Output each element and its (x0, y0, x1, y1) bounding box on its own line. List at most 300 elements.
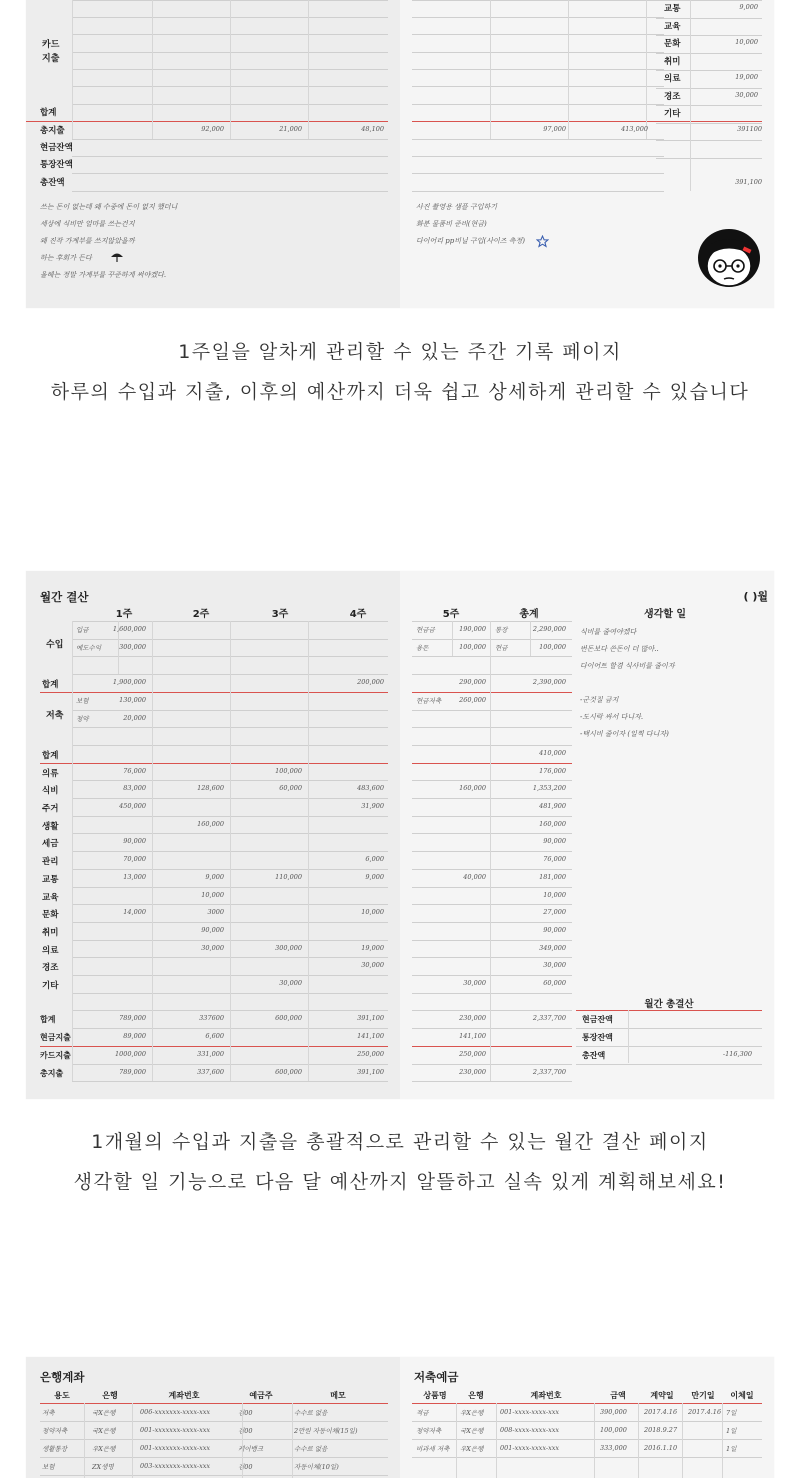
bank-cell: 수수료 없음 (294, 1445, 328, 1453)
category-week5-value: 160,000 (459, 784, 486, 793)
bank-cell: 003-xxxxxxx-xxxx-xxx (140, 1462, 211, 1470)
weekly-right-col-line (646, 0, 647, 139)
monthly-right-row-line (412, 798, 572, 799)
weekly-category-value: 9,000 (739, 3, 758, 11)
weekly-spread (26, 0, 774, 308)
right-save-value: 260,000 (459, 695, 486, 704)
bank-cell: 우X은행 (92, 1445, 116, 1453)
weekly-category-label: 기타 (664, 109, 681, 119)
category-label: 경조 (42, 963, 59, 974)
think-column-header: 생각할 일 (643, 609, 687, 620)
category-total-value: 181,000 (539, 872, 566, 881)
monthly-right-row-line (412, 957, 572, 958)
monthly-right-row-line (412, 1010, 572, 1011)
monthly-right-row-line (412, 869, 572, 870)
savings-cell: 우X은행 (460, 1445, 484, 1453)
category-label: 교육 (42, 892, 59, 903)
monthly-right-row-line (412, 639, 572, 640)
category-total-value: 30,000 (543, 961, 566, 970)
month-label: ( )월 (743, 590, 768, 603)
weekly-right-row-line (412, 34, 664, 35)
right-income-name: 용돈 (416, 643, 429, 652)
bottom-row-label: 현금지출 (40, 1033, 71, 1043)
weekly-cat-row-line (656, 88, 762, 89)
weekly-cat-row-line (656, 53, 762, 54)
monthly-red-line-right (412, 763, 572, 764)
weekly-category-label: 경조 (664, 91, 681, 102)
savings-col-line (594, 1403, 595, 1478)
savings-header-red-line (412, 1403, 762, 1404)
category-week-value: 30,000 (201, 943, 224, 952)
bank-column-header: 은행 (102, 1391, 118, 1400)
weekly-cat-red-line (656, 121, 762, 122)
weekly-category-value: 19,000 (735, 73, 758, 81)
right-income-name2: 통장 (495, 626, 508, 634)
category-week-value: 9,000 (205, 872, 224, 881)
bank-column-header: 예금주 (249, 1391, 273, 1400)
category-week-value: 19,000 (361, 943, 384, 952)
income-item-name: 입금 (76, 626, 89, 634)
weekly-right-total: 391100 (737, 125, 762, 133)
bank-cell: 청약저축 (42, 1427, 68, 1435)
category-total-value: 76,000 (543, 855, 566, 864)
weekly-row-label: 합계 (40, 108, 57, 118)
monthly-left-col-line (230, 621, 231, 1081)
summary-row-line (576, 1028, 762, 1029)
monthly-right-row-line (412, 904, 572, 905)
caption-monthly-line2: 생각할 일 기능으로 다음 달 예산까지 알뜰하고 실속 있게 계획해보세요! (73, 1171, 727, 1193)
right-income-value2: 2,290,000 (532, 625, 566, 633)
income-label: 수입 (46, 639, 64, 650)
monthly-left-col-line (308, 621, 309, 1081)
savings-cell: 001-xxxx-xxxx-xxx (500, 1408, 560, 1416)
income-item-value: 1,600,000 (112, 625, 146, 633)
category-week5-value: 40,000 (463, 872, 486, 881)
weekly-right-row-line (412, 86, 664, 87)
bottom-week-value: 250,000 (357, 1049, 384, 1058)
save-item-value: 20,000 (123, 713, 146, 722)
star-icon (536, 233, 549, 246)
category-week-value: 13,000 (123, 872, 146, 881)
monthly-right-row-line (412, 940, 572, 941)
weekly-category-label: 교육 (664, 21, 681, 32)
savings-cell: 적금 (416, 1409, 429, 1417)
bottom-total-value: 2,337,700 (532, 1014, 566, 1023)
character-face-icon (696, 228, 762, 294)
monthly-right-col-line (490, 621, 491, 1081)
weekly-right-total: 97,000 (543, 125, 566, 133)
savings-cell: 2017.4.16 (644, 1408, 678, 1416)
savings-cell: 청약저축 (416, 1427, 442, 1435)
category-total-value: 10,000 (543, 890, 566, 899)
bottom-week5-value: 230,000 (459, 1067, 486, 1076)
summary-label: 통장잔액 (582, 1033, 613, 1043)
savings-cell: 우X은행 (460, 1409, 484, 1417)
category-week-value: 9,000 (365, 872, 384, 881)
bank-cell: 김00 (238, 1427, 253, 1435)
weekly-cat-row-line (656, 70, 762, 71)
category-week-value: 450,000 (119, 802, 146, 810)
save-total: 410,000 (539, 748, 566, 757)
bank-cell: 자동이체(10일) (294, 1463, 339, 1471)
weekly-right-row-line (412, 17, 664, 18)
save-item-name: 청약 (76, 714, 89, 723)
save-sum-label: 합계 (42, 750, 59, 761)
savings-column-header: 만기일 (691, 1391, 715, 1400)
right-income-value: 190,000 (459, 625, 486, 633)
income-sum-w1: 1,900,000 (112, 678, 146, 687)
weekly-right-row-line (412, 69, 664, 70)
summary-row-line (576, 1064, 762, 1065)
weekly-todo-note: 사진 촬영용 샘플 구입하기 (416, 203, 498, 211)
weekly-right-row-line (412, 104, 664, 105)
category-label: 식비 (42, 786, 59, 797)
savings-col-line (722, 1403, 723, 1478)
category-week-value: 100,000 (275, 766, 302, 775)
category-label: 의료 (42, 945, 59, 956)
savings-col-line (496, 1403, 497, 1478)
think-note: -군것질 금지 (580, 696, 619, 704)
right-income-name2: 현금 (495, 643, 508, 652)
weekly-left-col-line (308, 0, 309, 139)
bank-col-line (84, 1403, 85, 1478)
savings-cell: 2016.1.10 (644, 1444, 678, 1452)
category-label: 문화 (42, 910, 59, 921)
monthly-right-row-line (412, 833, 572, 834)
bank-header-red-line (40, 1403, 388, 1404)
bank-cell: 김00 (238, 1409, 253, 1417)
savings-column-header: 계좌번호 (530, 1391, 562, 1400)
bottom-row-label: 합계 (40, 1015, 56, 1025)
bottom-total-value: 2,337,700 (532, 1067, 566, 1076)
category-week5-value: 30,000 (463, 979, 486, 987)
bank-cell: 보험 (42, 1463, 55, 1471)
weekly-balance-value: 391,100 (735, 178, 762, 186)
weekly-left-col-line (230, 0, 231, 139)
income-item-value: 300,000 (119, 642, 146, 651)
weekly-category-value: 30,000 (735, 90, 758, 99)
bank-cell: 001-xxxxxxx-xxxx-xxx (140, 1426, 211, 1434)
bank-cell: 저축 (42, 1409, 55, 1417)
weekly-todo-note: 화분 물품비 준비(현금) (416, 220, 487, 228)
category-total-value: 60,000 (543, 979, 566, 987)
monthly-right-row-line (412, 993, 572, 994)
bottom-row-label: 총지출 (40, 1068, 64, 1078)
bottom-week5-value: 141,100 (459, 1032, 486, 1041)
weekly-right-red-line (412, 121, 664, 122)
monthly-right-row-line (412, 1028, 572, 1029)
category-week-value: 83,000 (123, 784, 146, 793)
category-total-value: 481,900 (539, 802, 566, 810)
savings-column-header: 금액 (610, 1391, 626, 1400)
category-week-value: 31,900 (361, 802, 384, 810)
category-week-value: 70,000 (123, 855, 146, 864)
monthly-red-line-right (412, 692, 572, 693)
income-sum-w5: 290,000 (459, 678, 486, 687)
category-week-value: 76,000 (123, 766, 146, 775)
bank-column-header: 용도 (54, 1391, 70, 1400)
savings-row-line (412, 1421, 762, 1422)
bank-col-line (292, 1403, 293, 1478)
weekly-cat-row-line (656, 35, 762, 36)
bottom-week-value: 331,000 (197, 1049, 224, 1058)
weekly-cat-row-line (656, 140, 762, 141)
category-week-value: 128,600 (197, 784, 224, 793)
bottom-week5-value: 230,000 (459, 1014, 486, 1023)
monthly-red-line (40, 763, 388, 764)
weekly-right-row-line (412, 139, 664, 140)
weekly-right-row-line (412, 0, 664, 1)
bank-column-header: 계좌번호 (168, 1391, 200, 1400)
bottom-week-value: 337600 (199, 1014, 224, 1023)
bank-row-line (40, 1421, 388, 1422)
category-week-value: 10,000 (201, 890, 224, 899)
summary-red-line (576, 1010, 762, 1011)
summary-row-line (576, 1046, 762, 1047)
weekly-right-total: 413,000 (621, 125, 648, 133)
week-column-header: 1주 (115, 609, 133, 620)
category-week-value: 6,000 (365, 855, 384, 864)
weekly-cat-row-line (656, 18, 762, 19)
monthly-right-row-line (412, 710, 572, 711)
savings-column-header: 상품명 (423, 1391, 447, 1400)
category-label: 기타 (42, 981, 59, 991)
bank-cell: 생활통장 (42, 1445, 68, 1453)
monthly-right-row-line (412, 621, 572, 622)
monthly-right-row-line (412, 674, 572, 675)
category-week-value: 14,000 (123, 908, 146, 917)
weekly-row-label: 총잔액 (40, 178, 65, 188)
savings-cell: 1일 (726, 1445, 737, 1453)
category-total-value: 176,000 (539, 766, 566, 775)
think-note: -도시락 싸서 다니자. (580, 713, 644, 721)
savings-cell: 비과세 저축 (416, 1445, 450, 1453)
bottom-week-value: 89,000 (123, 1032, 146, 1041)
category-label: 주거 (42, 804, 59, 814)
weekly-cat-col-line (690, 0, 691, 191)
bank-accounts-page (26, 1357, 400, 1478)
category-week-value: 30,000 (361, 961, 384, 970)
category-label: 취미 (42, 927, 59, 938)
weekly-left-col-line (72, 0, 73, 139)
weekly-right-row-line (412, 52, 664, 53)
income-sum-total: 2,390,000 (532, 678, 566, 687)
think-note: 식비를 줄여야겠다 (580, 628, 637, 636)
weekly-category-label: 교통 (664, 4, 681, 14)
right-income-value2: 100,000 (539, 642, 566, 651)
summary-label: 총잔액 (582, 1050, 606, 1060)
bank-column-header: 메모 (330, 1391, 346, 1400)
category-total-value: 160,000 (539, 819, 566, 828)
weekly-row-label: 현금잔액 (40, 143, 73, 153)
weekly-right-page (400, 0, 774, 308)
weekly-left-row-line (72, 156, 388, 157)
bank-row-line (40, 1439, 388, 1440)
weekly-total-value: 92,000 (201, 125, 224, 133)
category-total-value: 90,000 (543, 925, 566, 934)
bank-cell: 2만원 자동이체(15일) (294, 1427, 358, 1435)
savings-column-header: 이체일 (730, 1391, 754, 1400)
weekly-note: 올해는 정말 가계부를 꾸준하게 써야겠다. (40, 271, 167, 279)
monthly-right-row-line (412, 1081, 572, 1082)
weekly-left-row-line (72, 191, 388, 192)
monthly-right-row-line (412, 780, 572, 781)
savings-column-header: 계약일 (650, 1391, 674, 1400)
bottom-week-value: 600,000 (275, 1014, 302, 1023)
save-label: 저축 (46, 710, 64, 721)
category-label: 교통 (42, 874, 59, 885)
bank-cell: 수수료 없음 (294, 1409, 328, 1417)
income-item-name: 예도수익 (76, 643, 102, 652)
bottom-week-value: 391,100 (357, 1014, 384, 1023)
savings-cell: 2017.4.16 (688, 1408, 722, 1416)
monthly-red-line (40, 1046, 388, 1047)
weekly-note: 세상에 식비만 얼마를 쓰는건지 (40, 220, 135, 228)
weekly-cat-row-line (656, 105, 762, 106)
think-note: 다이어트 할겸 식사비를 줄이자 (580, 662, 675, 670)
save-item-value: 130,000 (119, 695, 146, 704)
savings-cell: 333,000 (600, 1444, 627, 1452)
monthly-right-row-line (412, 887, 572, 888)
think-note: 번돈보다 쓴돈이 더 많아.. (580, 645, 659, 653)
summary-col-line (628, 1010, 629, 1063)
bottom-week-value: 6,600 (205, 1032, 224, 1041)
monthly-left-col-line (152, 621, 153, 1081)
savings-cell: 2018.9.27 (644, 1426, 678, 1434)
savings-row-line (412, 1457, 762, 1458)
bank-row-line (40, 1475, 388, 1476)
label-card-expense: 카드 지출 (42, 40, 60, 64)
bottom-week-value: 600,000 (275, 1067, 302, 1076)
savings-cell: 008-xxxx-xxxx-xxx (500, 1426, 560, 1434)
week-column-header: 2주 (192, 609, 210, 620)
category-label: 세금 (42, 839, 59, 850)
bank-cell: 국X은행 (92, 1427, 116, 1435)
weekly-row-label: 통장잔액 (40, 160, 73, 170)
think-note: -택시비 줄이자 (일찍 다니자) (580, 730, 669, 738)
bank-cell: 국X은행 (92, 1409, 116, 1417)
right-income-name: 현금금 (416, 626, 435, 634)
savings-page (400, 1357, 774, 1478)
bank-cell: 001-xxxxxxx-xxxx-xxx (140, 1444, 211, 1452)
weekly-left-red-line (26, 121, 388, 122)
bank-title: 은행계좌 (40, 1370, 85, 1384)
weekly-right-row-line (412, 191, 664, 192)
category-week-value: 10,000 (361, 908, 384, 917)
category-week-value: 90,000 (123, 837, 146, 846)
bank-spread (26, 1357, 774, 1478)
save-item-name: 보험 (76, 696, 89, 705)
savings-row-line (412, 1439, 762, 1440)
weekly-cat-row-line (656, 123, 762, 124)
weekly-right-col-line (568, 0, 569, 139)
bottom-week-value: 1000,000 (114, 1049, 146, 1058)
category-week-value: 30,000 (279, 979, 302, 987)
category-total-value: 27,000 (543, 908, 566, 917)
savings-column-header: 은행 (468, 1391, 484, 1400)
savings-col-line (638, 1403, 639, 1478)
monthly-right-row-line (412, 851, 572, 852)
summary-label: 현금잔액 (582, 1015, 613, 1025)
category-total-value: 90,000 (543, 837, 566, 846)
weekly-category-value: 10,000 (735, 38, 758, 46)
bottom-week-value: 789,000 (119, 1014, 146, 1023)
monthly-title: 월간 결산 (40, 590, 89, 604)
category-total-value: 349,000 (539, 943, 566, 952)
bottom-week-value: 337,600 (197, 1067, 224, 1076)
savings-cell: 1일 (726, 1427, 737, 1435)
monthly-right-row-line (412, 745, 572, 746)
bottom-week5-value: 250,000 (459, 1049, 486, 1058)
weekly-cat-row-line (656, 0, 762, 1)
weekly-note: 하는 후회가 든다 (40, 254, 92, 262)
category-week-value: 483,600 (357, 784, 384, 793)
category-week-value: 60,000 (279, 784, 302, 793)
bank-cell: 김00 (238, 1463, 253, 1471)
bank-col-line (132, 1403, 133, 1478)
category-label: 생활 (42, 821, 59, 832)
savings-cell: 390,000 (600, 1408, 627, 1416)
weekly-right-row-line (412, 156, 664, 157)
monthly-red-line-right (412, 1046, 572, 1047)
weekly-category-label: 취미 (664, 56, 681, 67)
bottom-week-value: 391,100 (357, 1067, 384, 1076)
week5-column-header: 5주 (442, 609, 460, 620)
monthly-left-page (26, 571, 400, 1099)
total-column-header: 총계 (519, 609, 539, 620)
weekly-category-label: 의료 (664, 74, 681, 84)
monthly-right-page (400, 571, 774, 1099)
weekly-category-label: 문화 (664, 39, 681, 49)
bank-cell: 006-xxxxxxx-xxxx-xxx (140, 1408, 211, 1416)
category-week-value: 160,000 (197, 819, 224, 828)
right-save-name: 현금저축 (416, 696, 442, 705)
savings-cell: 7일 (726, 1409, 737, 1417)
category-week-value: 110,000 (275, 872, 302, 881)
monthly-spread (26, 571, 774, 1099)
right-income-value: 100,000 (459, 642, 486, 651)
week-column-header: 3주 (271, 609, 289, 620)
category-label: 관리 (42, 857, 59, 868)
category-total-value: 1,353,200 (532, 784, 566, 793)
monthly-left-col-line (72, 621, 73, 1081)
weekly-total-value: 21,000 (279, 125, 302, 133)
weekly-left-col-line (152, 0, 153, 139)
week-column-header: 4주 (349, 609, 367, 620)
bank-cell: ZX생명 (92, 1463, 114, 1471)
monthly-left-row-line (72, 1081, 388, 1082)
weekly-left-page (26, 0, 400, 308)
summary-title: 월간 총결산 (644, 999, 694, 1011)
weekly-right-col-line (490, 0, 491, 139)
monthly-right-row-line (412, 975, 572, 976)
income-sum-label: 합계 (42, 680, 59, 691)
weekly-left-row-line (72, 139, 388, 140)
monthly-right-row-line (412, 656, 572, 657)
bank-cell: 케이뱅크 (238, 1445, 264, 1453)
savings-title: 저축예금 (414, 1370, 459, 1384)
weekly-left-row-line (72, 173, 388, 174)
weekly-note: 왜 진작 가계부를 쓰지않았을까 (40, 237, 135, 245)
bottom-row-label: 카드지출 (40, 1050, 71, 1060)
bank-row-line (40, 1457, 388, 1458)
weekly-total-value: 48,100 (361, 125, 384, 133)
caption-weekly-line2: 하루의 수입과 지출, 이후의 예산까지 더욱 쉽고 상세하게 관리할 수 있습니다 (50, 381, 750, 403)
category-week-value: 300,000 (275, 943, 302, 952)
bottom-week-value: 141,100 (357, 1032, 384, 1041)
savings-col-line (456, 1403, 457, 1478)
weekly-right-row-line (412, 173, 664, 174)
